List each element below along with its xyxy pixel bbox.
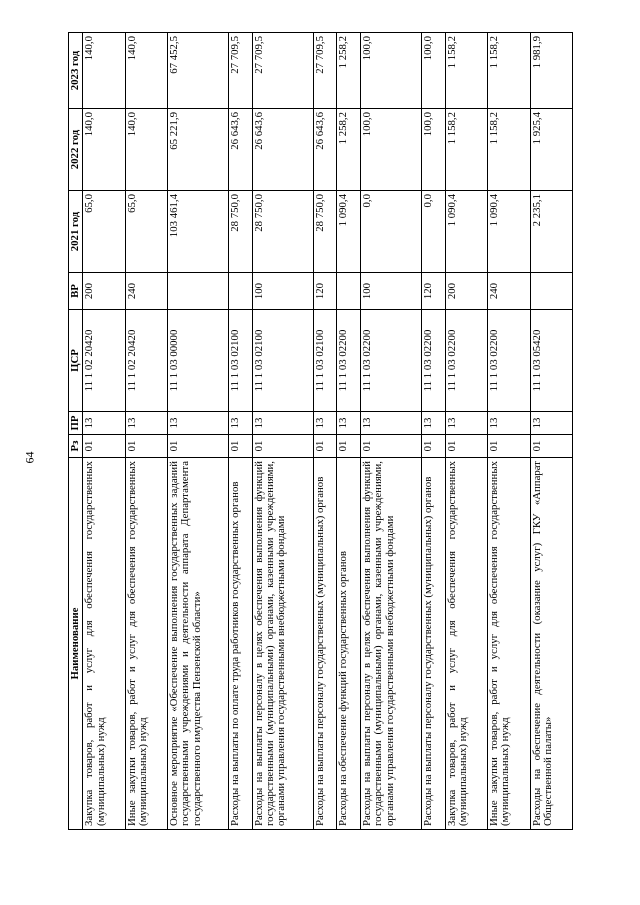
row-2022: 140,0 [83, 109, 125, 191]
header-rz: Рз [69, 435, 83, 458]
row-2021: 103 461,4 [168, 191, 229, 273]
row-name: Расходы на обеспечение деятельности (оказание услуг) ГКУ «Аппарат Общественной палаты» [530, 458, 572, 830]
table-row [361, 33, 422, 830]
row-2023: 1 981,9 [530, 33, 572, 109]
table-row [337, 33, 361, 830]
row-pr: 13 [488, 412, 530, 435]
row-2023: 1 158,2 [445, 33, 487, 109]
row-2023: 100,0 [422, 33, 446, 109]
row-2021: 0,0 [422, 191, 446, 273]
row-csr: 11 1 02 20420 [125, 310, 167, 412]
row-vr: 200 [83, 273, 125, 310]
row-csr: 11 1 03 02200 [488, 310, 530, 412]
row-2023: 1 258,2 [337, 33, 361, 109]
rotated-page [68, 33, 573, 830]
row-2022: 26 643,6 [252, 109, 313, 191]
row-vr: 240 [488, 273, 530, 310]
row-pr: 13 [445, 412, 487, 435]
row-2023: 27 709,5 [252, 33, 313, 109]
row-vr: 100 [361, 273, 422, 310]
header-name: Наименование [69, 458, 83, 830]
row-csr: 11 1 03 05420 [530, 310, 572, 412]
row-2023: 27 709,5 [229, 33, 253, 109]
row-2021: 0,0 [361, 191, 422, 273]
row-vr [337, 273, 361, 310]
table-row [229, 33, 253, 830]
row-name: Расходы на выплаты персоналу в целях обеспечения выполнения функций государственными (муниципальными) органами, казенными учреждениями, органами управления государственными внебюджетными фондами [361, 458, 422, 830]
row-rz: 01 [229, 435, 253, 458]
row-csr: 11 1 02 20420 [83, 310, 125, 412]
row-csr: 11 1 03 00000 [168, 310, 229, 412]
row-csr: 11 1 03 02200 [422, 310, 446, 412]
row-2021: 1 090,4 [445, 191, 487, 273]
row-csr: 11 1 03 02100 [252, 310, 313, 412]
budget-table [68, 32, 573, 830]
row-2021: 65,0 [125, 191, 167, 273]
row-2022: 100,0 [422, 109, 446, 191]
row-name: Расходы на выплаты персоналу государственных (муниципальных) органов [422, 458, 446, 830]
row-csr: 11 1 03 02200 [445, 310, 487, 412]
row-pr: 13 [313, 412, 337, 435]
row-name: Расходы на выплаты персоналу государственных (муниципальных) органов [313, 458, 337, 830]
header-2022: 2022 год [69, 109, 83, 191]
row-pr: 13 [422, 412, 446, 435]
row-rz: 01 [530, 435, 572, 458]
row-2021: 28 750,0 [229, 191, 253, 273]
header-csr: ЦСР [69, 310, 83, 412]
row-name: Иные закупки товаров, работ и услуг для обеспечения государственных (муниципальных) нужд [488, 458, 530, 830]
header-2023: 2023 год [69, 33, 83, 109]
row-2022: 140,0 [125, 109, 167, 191]
row-rz: 01 [422, 435, 446, 458]
header-vr: ВР [69, 273, 83, 310]
row-pr: 13 [168, 412, 229, 435]
row-pr: 13 [83, 412, 125, 435]
row-name: Расходы на выплаты персоналу в целях обеспечения выполнения функций государственными (муниципальными) органами, казенными учреждениями, органами управления государственными внебюджетными фондами [252, 458, 313, 830]
row-2023: 140,0 [83, 33, 125, 109]
row-2023: 140,0 [125, 33, 167, 109]
row-csr: 11 1 03 02100 [313, 310, 337, 412]
row-2021: 2 235,1 [530, 191, 572, 273]
row-name: Расходы на выплаты по оплате труда работников государственных органов [229, 458, 253, 830]
table-row [125, 33, 167, 830]
row-name: Иные закупки товаров, работ и услуг для обеспечения государственных (муниципальных) нужд [125, 458, 167, 830]
row-2023: 1 158,2 [488, 33, 530, 109]
row-name: Закупка товаров, работ и услуг для обеспечения государственных (муниципальных) нужд [83, 458, 125, 830]
table-row [530, 33, 572, 830]
row-vr [530, 273, 572, 310]
row-2021: 28 750,0 [252, 191, 313, 273]
row-2021: 28 750,0 [313, 191, 337, 273]
row-pr: 13 [125, 412, 167, 435]
row-rz: 01 [168, 435, 229, 458]
row-rz: 01 [313, 435, 337, 458]
row-rz: 01 [252, 435, 313, 458]
row-pr: 13 [337, 412, 361, 435]
row-2022: 1 258,2 [337, 109, 361, 191]
row-2022: 1 925,4 [530, 109, 572, 191]
table-row [313, 33, 337, 830]
row-2023: 67 452,5 [168, 33, 229, 109]
row-2023: 100,0 [361, 33, 422, 109]
row-2022: 1 158,2 [445, 109, 487, 191]
row-csr: 11 1 03 02200 [361, 310, 422, 412]
row-2021: 1 090,4 [488, 191, 530, 273]
row-rz: 01 [337, 435, 361, 458]
row-csr: 11 1 03 02200 [337, 310, 361, 412]
row-rz: 01 [83, 435, 125, 458]
row-2021: 1 090,4 [337, 191, 361, 273]
row-pr: 13 [252, 412, 313, 435]
row-2022: 1 158,2 [488, 109, 530, 191]
row-pr: 13 [361, 412, 422, 435]
row-csr: 11 1 03 02100 [229, 310, 253, 412]
row-vr [168, 273, 229, 310]
page-number: 64 [22, 451, 37, 464]
row-2022: 26 643,6 [229, 109, 253, 191]
row-name: Основное мероприятие «Обеспечение выполнения государственных заданий государственными учреждениями и деятельности аппарата Департамента государственного имущества Пензенской области» [168, 458, 229, 830]
row-rz: 01 [445, 435, 487, 458]
row-2023: 27 709,5 [313, 33, 337, 109]
row-name: Расходы на обеспечение функций государственных органов [337, 458, 361, 830]
row-pr: 13 [530, 412, 572, 435]
row-2022: 65 221,9 [168, 109, 229, 191]
row-vr [229, 273, 253, 310]
row-2022: 26 643,6 [313, 109, 337, 191]
header-2021: 2021 год [69, 191, 83, 273]
row-vr: 120 [422, 273, 446, 310]
table-header-row [69, 33, 83, 830]
row-pr: 13 [229, 412, 253, 435]
table-row [83, 33, 125, 830]
table-row [488, 33, 530, 830]
table-row [168, 33, 229, 830]
row-vr: 200 [445, 273, 487, 310]
table-row [422, 33, 446, 830]
table-row [445, 33, 487, 830]
row-2022: 100,0 [361, 109, 422, 191]
row-vr: 100 [252, 273, 313, 310]
row-name: Закупка товаров, работ и услуг для обеспечения государственных (муниципальных) нужд [445, 458, 487, 830]
row-vr: 120 [313, 273, 337, 310]
row-rz: 01 [361, 435, 422, 458]
table-row [252, 33, 313, 830]
row-rz: 01 [125, 435, 167, 458]
row-vr: 240 [125, 273, 167, 310]
row-rz: 01 [488, 435, 530, 458]
row-2021: 65,0 [83, 191, 125, 273]
header-pr: ПР [69, 412, 83, 435]
